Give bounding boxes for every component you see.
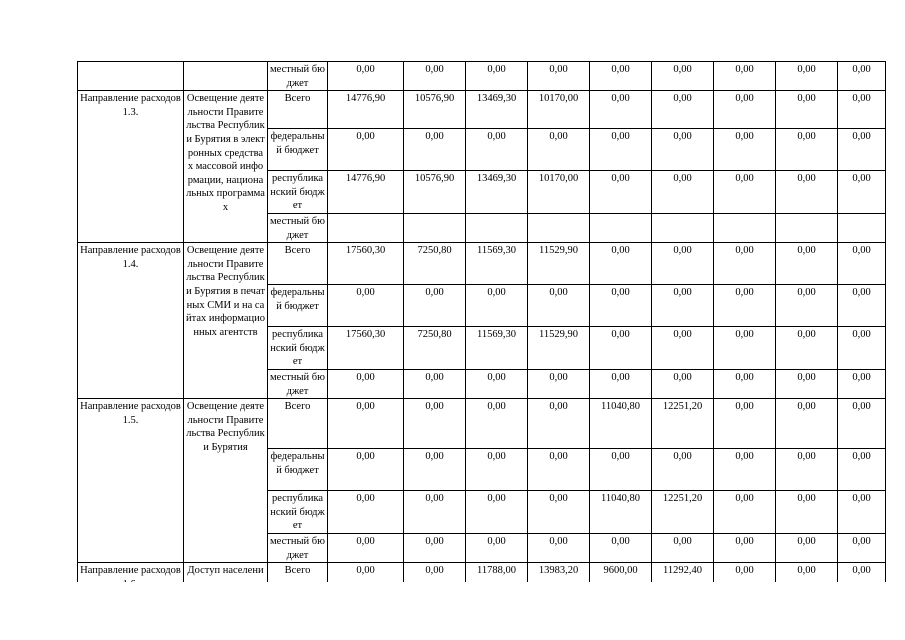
source-cell: Всего	[268, 243, 328, 285]
value-cell: 0,00	[652, 533, 714, 562]
value-cell: 0,00	[404, 285, 466, 327]
direction-cell: Направление расходов 1.5.	[78, 399, 184, 563]
description-cell: Освещение деятельности Правительства Республики Бурятия в печатных СМИ и на сайтах информационных агентств	[184, 243, 268, 399]
budget-table	[77, 61, 886, 623]
value-cell: 0,00	[528, 369, 590, 398]
direction-cell: Направление расходов	[78, 563, 184, 623]
value-cell: 11788,00	[466, 563, 528, 623]
value-cell: 0,00	[838, 327, 886, 370]
value-cell: 0,00	[590, 285, 652, 327]
direction-cell: Направление расходов 1.4.	[78, 243, 184, 399]
value-cell	[528, 213, 590, 242]
value-cell: 0,00	[590, 533, 652, 562]
value-cell: 0,00	[776, 563, 838, 623]
source-cell: Всего	[268, 399, 328, 449]
direction-cell	[78, 62, 184, 91]
value-cell	[590, 213, 652, 242]
value-cell: 0,00	[466, 285, 528, 327]
value-cell: 0,00	[776, 171, 838, 214]
value-cell: 11292,40	[652, 563, 714, 623]
value-cell: 0,00	[776, 91, 838, 129]
value-cell: 13469,30	[466, 91, 528, 129]
value-cell: 0,00	[528, 285, 590, 327]
value-cell: 0,00	[776, 399, 838, 449]
value-cell: 0,00	[466, 62, 528, 91]
source-cell: местный бюджет	[268, 213, 328, 242]
value-cell: 0,00	[714, 563, 776, 623]
value-cell: 0,00	[590, 243, 652, 285]
value-cell: 11040,80	[590, 399, 652, 449]
value-cell: 0,00	[328, 62, 404, 91]
value-cell: 0,00	[466, 369, 528, 398]
value-cell: 0,00	[590, 369, 652, 398]
value-cell: 0,00	[466, 449, 528, 491]
value-cell: 0,00	[714, 399, 776, 449]
value-cell: 0,00	[328, 449, 404, 491]
value-cell: 0,00	[838, 91, 886, 129]
value-cell: 0,00	[328, 129, 404, 171]
value-cell: 0,00	[714, 533, 776, 562]
value-cell: 0,00	[776, 62, 838, 91]
value-cell: 0,00	[776, 129, 838, 171]
value-cell: 0,00	[838, 399, 886, 449]
value-cell: 10576,90	[404, 91, 466, 129]
value-cell: 7250,80	[404, 243, 466, 285]
value-cell: 0,00	[590, 171, 652, 214]
value-cell: 17560,30	[328, 243, 404, 285]
value-cell: 0,00	[776, 533, 838, 562]
value-cell: 0,00	[590, 327, 652, 370]
value-cell: 0,00	[590, 449, 652, 491]
value-cell: 0,00	[776, 327, 838, 370]
value-cell: 0,00	[404, 491, 466, 534]
description-cell: Освещение деятельности Правительства Республики Бурятия в электронных средствах массовой информации, национальных программах	[184, 91, 268, 243]
table-row	[78, 243, 886, 285]
source-cell: федеральный бюджет	[268, 129, 328, 171]
value-cell: 0,00	[714, 491, 776, 534]
page-bottom-margin	[0, 582, 905, 640]
value-cell: 11040,80	[590, 491, 652, 534]
value-cell: 0,00	[528, 449, 590, 491]
value-cell: 11569,30	[466, 327, 528, 370]
value-cell: 12251,20	[652, 399, 714, 449]
table-row	[78, 91, 886, 129]
value-cell: 13983,20	[528, 563, 590, 623]
source-cell: республиканский бюджет	[268, 171, 328, 214]
value-cell: 0,00	[466, 129, 528, 171]
value-cell: 0,00	[714, 285, 776, 327]
value-cell: 0,00	[838, 449, 886, 491]
value-cell: 0,00	[652, 285, 714, 327]
value-cell: 0,00	[404, 533, 466, 562]
table-row	[78, 62, 886, 91]
value-cell: 0,00	[404, 399, 466, 449]
source-cell: местный бюджет	[268, 369, 328, 398]
value-cell: 10170,00	[528, 91, 590, 129]
value-cell: 14776,90	[328, 171, 404, 214]
value-cell: 0,00	[838, 243, 886, 285]
table-body	[78, 62, 886, 623]
value-cell	[404, 213, 466, 242]
value-cell: 0,00	[776, 285, 838, 327]
value-cell: 0,00	[528, 62, 590, 91]
value-cell: 0,00	[776, 491, 838, 534]
value-cell: 0,00	[652, 449, 714, 491]
value-cell: 14776,90	[328, 91, 404, 129]
value-cell: 0,00	[328, 285, 404, 327]
value-cell: 0,00	[404, 563, 466, 623]
source-cell: федеральный бюджет	[268, 285, 328, 327]
value-cell: 0,00	[652, 62, 714, 91]
value-cell: 0,00	[328, 533, 404, 562]
value-cell: 10170,00	[528, 171, 590, 214]
source-cell: Всего	[268, 91, 328, 129]
value-cell: 0,00	[714, 91, 776, 129]
value-cell: 0,00	[838, 285, 886, 327]
source-cell: Всего	[268, 563, 328, 623]
value-cell: 0,00	[652, 369, 714, 398]
direction-cell: Направление расходов 1.3.	[78, 91, 184, 243]
value-cell: 9600,00	[590, 563, 652, 623]
value-cell: 0,00	[590, 91, 652, 129]
value-cell: 11529,90	[528, 243, 590, 285]
value-cell: 7250,80	[404, 327, 466, 370]
value-cell: 11569,30	[466, 243, 528, 285]
value-cell: 0,00	[714, 327, 776, 370]
table-row	[78, 399, 886, 449]
value-cell: 0,00	[838, 171, 886, 214]
value-cell: 0,00	[528, 399, 590, 449]
value-cell: 0,00	[652, 91, 714, 129]
value-cell: 0,00	[404, 62, 466, 91]
source-cell: местный бюджет	[268, 62, 328, 91]
value-cell: 0,00	[652, 243, 714, 285]
value-cell: 0,00	[652, 327, 714, 370]
value-cell: 0,00	[714, 129, 776, 171]
value-cell: 10576,90	[404, 171, 466, 214]
value-cell	[714, 213, 776, 242]
value-cell	[652, 213, 714, 242]
value-cell: 0,00	[590, 62, 652, 91]
value-cell: 0,00	[590, 129, 652, 171]
value-cell: 0,00	[466, 399, 528, 449]
value-cell	[776, 213, 838, 242]
value-cell: 0,00	[776, 449, 838, 491]
value-cell: 0,00	[404, 449, 466, 491]
value-cell	[838, 213, 886, 242]
value-cell: 13469,30	[466, 171, 528, 214]
value-cell: 0,00	[328, 563, 404, 623]
value-cell: 0,00	[714, 62, 776, 91]
value-cell: 0,00	[714, 449, 776, 491]
value-cell: 17560,30	[328, 327, 404, 370]
value-cell: 0,00	[328, 491, 404, 534]
value-cell	[466, 213, 528, 242]
source-cell: республиканский бюджет	[268, 491, 328, 534]
value-cell: 11529,90	[528, 327, 590, 370]
value-cell: 0,00	[714, 171, 776, 214]
value-cell: 0,00	[838, 563, 886, 623]
value-cell: 0,00	[838, 491, 886, 534]
description-cell: Освещение деятельности Правительства Республики Бурятия	[184, 399, 268, 563]
value-cell: 0,00	[776, 369, 838, 398]
description-cell	[184, 62, 268, 91]
value-cell: 0,00	[714, 243, 776, 285]
source-cell: республиканский бюджет	[268, 327, 328, 370]
value-cell: 0,00	[466, 533, 528, 562]
value-cell: 0,00	[528, 129, 590, 171]
value-cell: 0,00	[466, 491, 528, 534]
value-cell	[328, 213, 404, 242]
value-cell: 0,00	[404, 129, 466, 171]
value-cell: 0,00	[528, 491, 590, 534]
value-cell: 0,00	[528, 533, 590, 562]
value-cell: 0,00	[652, 171, 714, 214]
value-cell: 0,00	[404, 369, 466, 398]
value-cell: 0,00	[328, 369, 404, 398]
source-cell: федеральный бюджет	[268, 449, 328, 491]
value-cell: 0,00	[838, 533, 886, 562]
value-cell: 0,00	[652, 129, 714, 171]
value-cell: 0,00	[776, 243, 838, 285]
value-cell: 0,00	[838, 369, 886, 398]
value-cell: 0,00	[714, 369, 776, 398]
value-cell: 0,00	[328, 399, 404, 449]
value-cell: 0,00	[838, 129, 886, 171]
description-cell: Доступ населени	[184, 563, 268, 623]
value-cell: 0,00	[838, 62, 886, 91]
source-cell: местный бюджет	[268, 533, 328, 562]
value-cell: 12251,20	[652, 491, 714, 534]
